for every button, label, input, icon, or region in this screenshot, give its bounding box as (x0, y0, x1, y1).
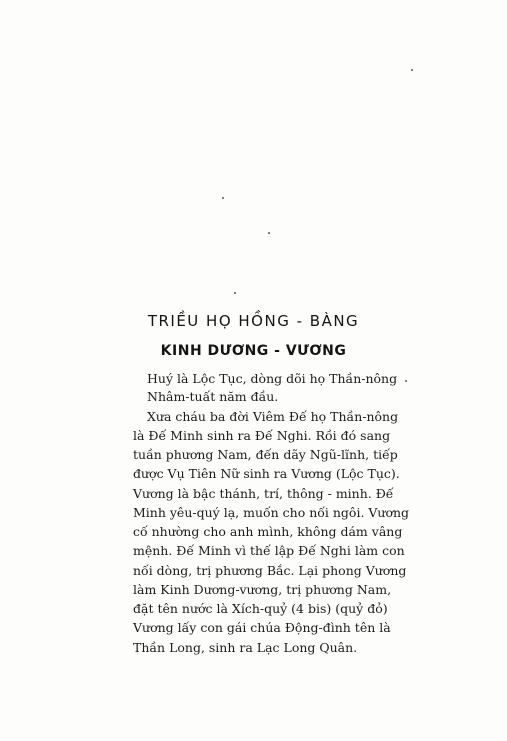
text-line: là Đế Minh sinh ra Đế Nghi. Rồi đó sang (133, 428, 391, 443)
text-line: Thần Long, sinh ra Lạc Long Quân. (133, 640, 358, 655)
text-line: Xưa cháu ba đời Viêm Đế họ Thần-nông (147, 409, 399, 424)
text-line: Minh yêu-quý lạ, muốn cho nối ngôi. Vương (133, 505, 410, 520)
scan-speck (268, 232, 270, 234)
text-line: được Vụ Tiên Nữ sinh ra Vương (Lộc Tục). (133, 466, 400, 481)
text-line: Vương là bậc thánh, trí, thông - minh. Đế (133, 486, 394, 501)
text-line: mệnh. Đế Minh vì thế lập Đế Nghi làm con (133, 543, 405, 558)
text-line: tuần phương Nam, đến dãy Ngũ-lĩnh, tiếp (133, 447, 398, 462)
text-line: Huý là Lộc Tục, dòng dõi họ Thần-nông (147, 371, 398, 386)
text-line: nối dòng, trị phương Bắc. Lại phong Vương (133, 563, 407, 578)
scan-speck (411, 69, 413, 71)
scan-speck (234, 292, 236, 294)
text-line: cố nhường cho anh mình, không dám vâng (133, 524, 403, 539)
scan-speck (405, 380, 407, 382)
scan-speck (222, 197, 224, 199)
section-title: KINH DƯƠNG - VƯƠNG (160, 343, 347, 359)
text-line: Nhâm-tuất năm đầu. (147, 389, 279, 404)
text-line: đặt tên nước là Xích-quỷ (4 bis) (quỷ đỏ) (133, 601, 388, 616)
page-title: TRIỀU HỌ HỒNG - BÀNG (147, 312, 360, 330)
text-line: Vương lấy con gái chúa Động-đình tên là (133, 620, 391, 635)
text-line: làm Kinh Dương-vương, trị phương Nam, (133, 582, 392, 597)
